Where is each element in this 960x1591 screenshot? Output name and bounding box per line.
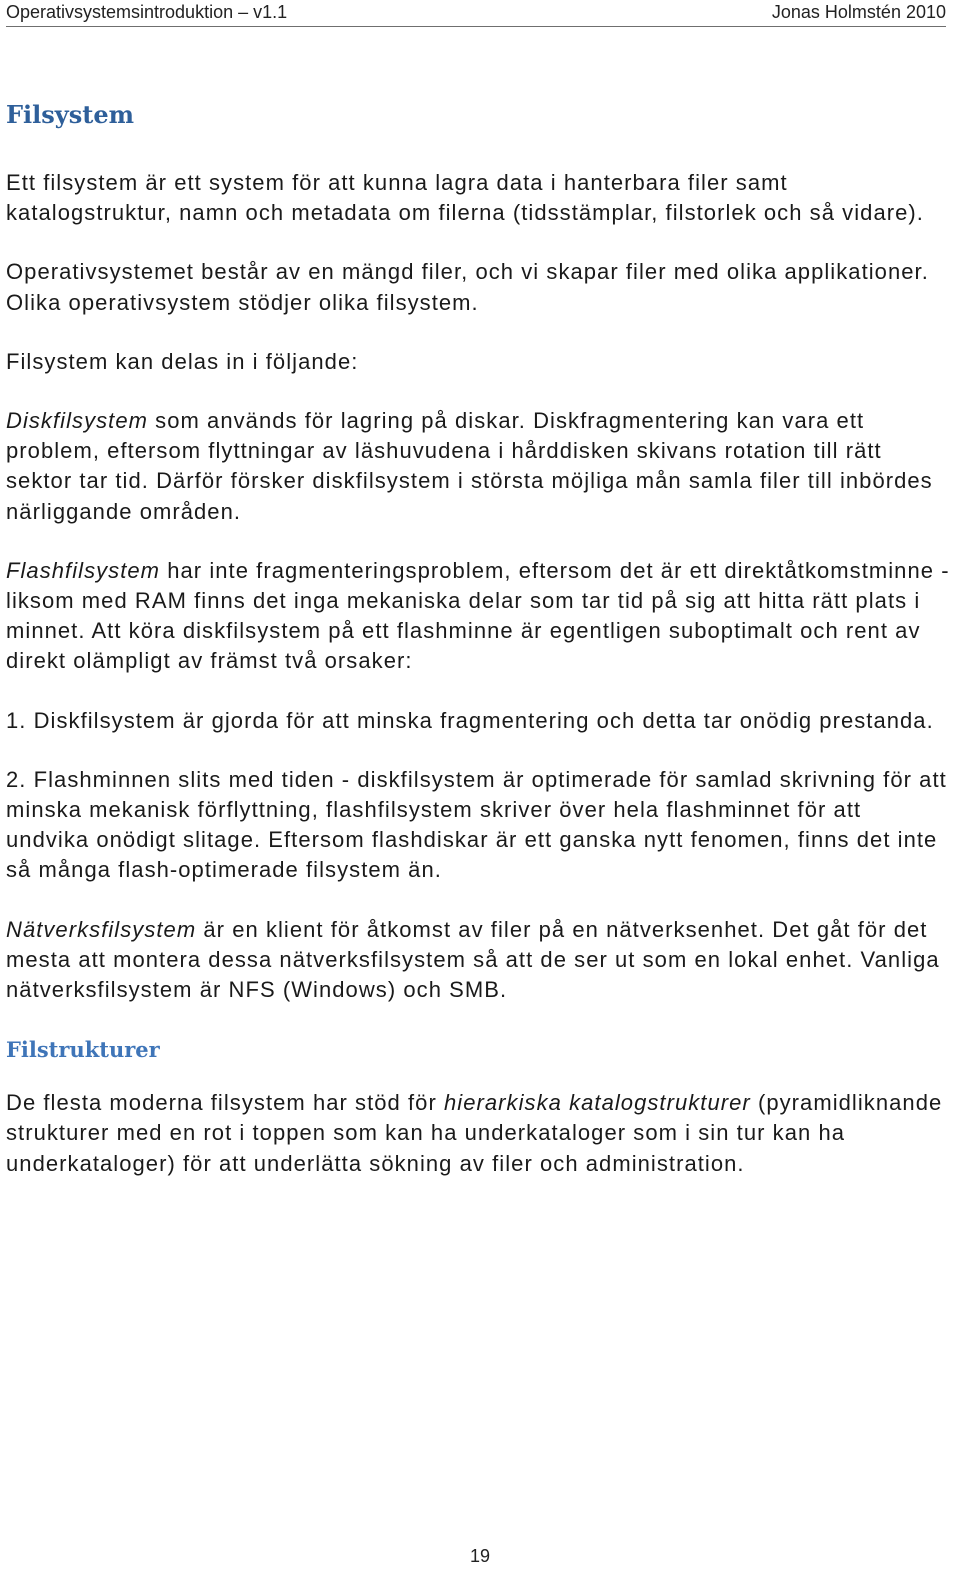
document-title: Operativsystemsintroduktion – v1.1: [6, 2, 288, 22]
paragraph-natverksfilsystem: [6, 915, 950, 1006]
paragraph-reason-2: 2. Flashminnen slits med tiden - diskfilsystem är optimerade för samlad skrivning för att minska mekanisk förflyttning, flashfilsystem skriver över hela flashminnet för att undvika onödigt slitage. Eftersom flashdiskar är ett ganska nytt fenomen, finns det inte så många flash-optimerade filsystem än.: [6, 766, 947, 883]
paragraph-filstrukturer: [6, 1088, 950, 1179]
section-heading-filstrukturer: Filstrukturer: [6, 1037, 160, 1063]
paragraph-diskfilsystem: [6, 406, 950, 527]
paragraph-categories-intro: Filsystem kan delas in i följande:: [6, 348, 359, 374]
paragraph-natverksfilsystem-text: är en klient för åtkomst av filer på en nätverksenhet. Det gåt för det mesta att montera dessa nätverksfilsystem så att de ser ut som en lokal enhet. Vanliga nätverksfilsystem är NFS (Windows) och SMB.: [6, 916, 940, 1003]
running-header: [6, 0, 946, 27]
paragraph-reason-1: 1. Diskfilsystem är gjorda för att minska fragmentering och detta tar onödig prestanda.: [6, 707, 934, 733]
page-content: [6, 98, 950, 1208]
paragraph-flashfilsystem-text: har inte fragmenteringsproblem, eftersom det är ett direktåtkomstminne - liksom med RAM finns det inga mekaniska delar som tar tid på sig att hitta rätt plats i minnet. Att köra diskfilsystem på ett flashminne är egentligen suboptimalt och rent av direkt olämpligt av främst två orsaker:: [6, 557, 950, 674]
term-hierarkiska-katalogstrukturer: hierarkiska katalogstrukturer: [444, 1090, 751, 1116]
term-flashfilsystem: Flashfilsystem: [6, 557, 161, 583]
paragraph-os-files: Operativsystemet består av en mängd filer, och vi skapar filer med olika applikationer. Olika operativsystem stödjer olika filsystem.: [6, 259, 929, 315]
term-diskfilsystem: Diskfilsystem: [6, 408, 148, 434]
page-number: 19: [469, 1546, 491, 1566]
term-natverksfilsystem: Nätverksfilsystem: [6, 916, 197, 942]
author-year: Jonas Holmstén 2010: [771, 2, 946, 22]
paragraph-diskfilsystem-text: som används för lagring på diskar. Diskfragmentering kan vara ett problem, eftersom flyttningar av läshuvudena i hårddisken skivans rotation till rätt sektor tar tid. Därför försker diskfilsystem i största möjliga mån samla filer till inbördes närliggande områden.: [6, 408, 933, 524]
paragraph-filstrukturer-text: (pyramidliknande strukturer med en rot i toppen som kan ha underkataloger som i sin tur kan ha underkataloger) för att underlätta sökning av filer och administration.: [6, 1090, 943, 1176]
section-heading-filsystem: Filsystem: [6, 100, 134, 129]
paragraph-filstrukturer-start: De flesta moderna filsystem har stöd för: [6, 1090, 444, 1116]
paragraph-flashfilsystem: [6, 556, 950, 677]
paragraph-definition: Ett filsystem är ett system för att kunna lagra data i hanterbara filer samt katalogstruktur, namn och metadata om filerna (tidsstämplar, filstorlek och så vidare).: [6, 170, 924, 226]
